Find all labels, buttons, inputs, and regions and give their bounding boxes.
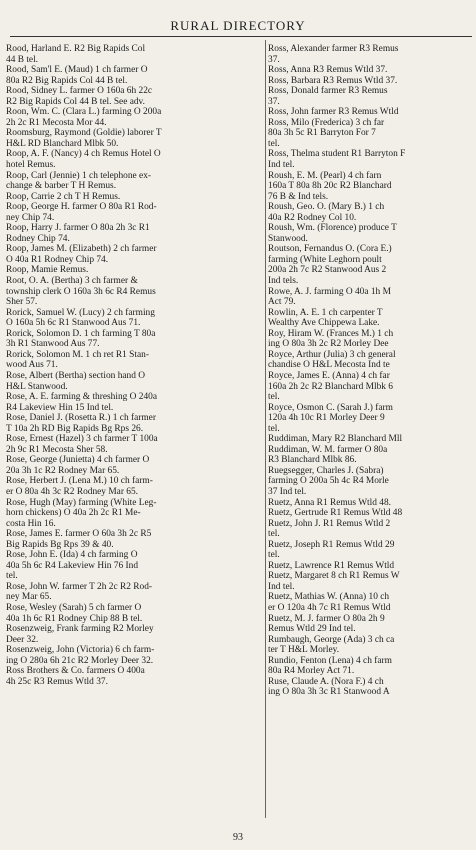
entry-line: Routson, Fernandus O. (Cora E.) — [268, 244, 392, 255]
directory-entry — [6, 434, 260, 455]
directory-entry — [6, 149, 260, 170]
directory-entry — [268, 76, 474, 87]
entry-line: 2h 2c R1 Mecosta Mor 44. — [6, 117, 107, 128]
entry-line: 40a 5h 6c R4 Lakeview Hin 76 Ind — [6, 560, 139, 571]
directory-entry — [268, 561, 474, 572]
entry-line: Roop, George H. farmer O 80a R1 Rod- — [6, 202, 157, 213]
header-rule — [10, 36, 472, 37]
directory-entry — [268, 308, 474, 329]
entry-line: tel. — [6, 571, 18, 582]
entry-line: change & barber T H Remus. — [6, 181, 117, 192]
directory-entry — [268, 202, 474, 223]
entry-line: Rosenzweig, Frank farming R2 Morley — [6, 624, 154, 635]
entry-line: er O 120a 4h 7c R1 Remus Wtld — [268, 602, 391, 613]
directory-entry — [268, 434, 474, 445]
entry-line: Rowe, A. J. farming O 40a 1h M — [268, 286, 391, 297]
entry-line: 44 B tel. — [6, 54, 39, 65]
entry-line: tel. — [268, 392, 280, 403]
entry-line: 80a R4 Morley Act 71. — [268, 666, 355, 677]
entry-line: tel. — [268, 138, 280, 149]
directory-entry — [268, 86, 474, 107]
entry-line: Rose, James E. farmer O 60a 3h 2c R5 — [6, 529, 152, 540]
directory-entry — [268, 592, 474, 613]
entry-line: Ind tel. — [268, 160, 295, 171]
directory-entry — [268, 656, 474, 677]
directory-entry — [6, 202, 260, 223]
directory-entry — [6, 476, 260, 497]
entry-line: Rorick, Samuel W. (Lucy) 2 ch farming — [6, 307, 155, 318]
entry-line: Ruetz, Joseph R1 Remus Wtld 29 — [268, 539, 395, 550]
directory-entry — [268, 223, 474, 244]
entry-line: Act 79. — [268, 297, 296, 308]
directory-entry — [6, 265, 260, 276]
entry-line: R4 Lakeview Hin 15 Ind tel. — [6, 402, 114, 413]
entry-line: 37. — [268, 54, 280, 65]
directory-entry — [268, 403, 474, 435]
entry-line: H&L Stanwood. — [6, 381, 68, 392]
directory-entry — [268, 65, 474, 76]
entry-line: Ross, Thelma student R1 Barryton F — [268, 149, 406, 160]
directory-entry — [6, 666, 260, 687]
entry-line: Roop, Harry J. farmer O 80a 2h 3c R1 — [6, 223, 150, 234]
entry-line: horn chickens) O 40a 2h 2c R1 Me- — [6, 508, 141, 519]
entry-line: Rose, Albert (Bertha) section hand O — [6, 370, 146, 381]
entry-line: Royce, James E. (Anna) 4 ch far — [268, 370, 390, 381]
entry-line: Rose, A. E. farming & threshing O 240a — [6, 392, 158, 403]
entry-line: 40a R2 Rodney Col 10. — [268, 212, 357, 223]
entry-line: Ind tels. — [268, 276, 299, 287]
entry-line: Ruetz, John J. R1 Remus Wtld 2 — [268, 518, 391, 529]
entry-line: 37. — [268, 96, 280, 107]
entry-line: ney Chip 74. — [6, 212, 55, 223]
directory-entry — [268, 635, 474, 656]
directory-entry — [268, 371, 474, 403]
entry-line: Rose, Ernest (Hazel) 3 ch farmer T 100a — [6, 434, 158, 445]
directory-entry — [268, 244, 474, 286]
entry-line: Rose, Hugh (May) farming (White Leg- — [6, 497, 157, 508]
page-header: RURAL DIRECTORY — [170, 18, 306, 33]
entry-line: ing O 80a 3h 3c R1 Stanwood A — [268, 687, 390, 698]
entry-line: Rosenzweig, John (Victoria) 6 ch farm- — [6, 645, 155, 656]
directory-entry — [6, 128, 260, 149]
right-column — [268, 44, 474, 698]
entry-line: Ruetz, Anna R1 Remus Wtld 48. — [268, 497, 391, 508]
entry-line: Rodney Chip 74. — [6, 233, 70, 244]
entry-line: ney Mar 65. — [6, 592, 52, 603]
entry-line: 80a 3h 5c R1 Barryton For 7 — [268, 128, 376, 139]
entry-line: Roush, Wm. (Florence) produce T — [268, 223, 397, 234]
directory-entry — [6, 371, 260, 392]
entry-line: Remus Wtld 29 Ind tel. — [268, 624, 356, 635]
entry-line: O 160a 5h 6c R1 Stanwood Aus 71. — [6, 318, 141, 329]
entry-line: R3 Blanchard Mlbk 86. — [268, 455, 357, 466]
entry-line: Ross, Donald farmer R3 Remus — [268, 86, 388, 97]
entry-line: R2 Big Rapids Col 44 B tel. See adv. — [6, 96, 145, 107]
directory-entry — [268, 571, 474, 592]
entry-line: Ruddiman, W. M. farmer O 80a — [268, 444, 388, 455]
entry-line: Ruetz, Margaret 8 ch R1 Remus W — [268, 571, 400, 582]
entry-line: Ind tel. — [268, 581, 295, 592]
entry-line: Roomsburg, Raymond (Goldie) laborer T — [6, 128, 162, 139]
entry-line: Rose, Wesley (Sarah) 5 ch farmer O — [6, 602, 142, 613]
entry-line: Rorick, Solomon M. 1 ch ret R1 Stan- — [6, 349, 149, 360]
directory-entry — [268, 445, 474, 466]
entry-line: township clerk O 160a 3h 6c R4 Remus — [6, 286, 156, 297]
entry-line: Roop, A. F. (Nancy) 4 ch Remus Hotel O — [6, 149, 161, 160]
entry-line: tel. — [268, 550, 280, 561]
entry-line: Royce, Osmon C. (Sarah J.) farm — [268, 402, 393, 413]
entry-line: Ross, Barbara R3 Remus Wtld 37. — [268, 75, 398, 86]
directory-entry — [6, 192, 260, 203]
entry-line: Ross, Alexander farmer R3 Remus — [268, 44, 399, 54]
entry-line: 3h R1 Stanwood Aus 77. — [6, 339, 100, 350]
directory-entry — [6, 308, 260, 329]
entry-line: 200a 2h 7c R2 Stanwood Aus 2 — [268, 265, 387, 276]
directory-entry — [268, 519, 474, 540]
entry-line: Rowlin, A. E. 1 ch carpenter T — [268, 307, 383, 318]
entry-line: Ruegsegger, Charles J. (Sabra) — [268, 465, 384, 476]
entry-line: Rose, John E. (Ida) 4 ch farming O — [6, 550, 138, 561]
entry-line: Ruetz, Lawrence R1 Remus Wtld — [268, 560, 395, 571]
directory-entry — [268, 498, 474, 509]
entry-line: er O 80a 4h 3c R2 Rodney Mar 65. — [6, 486, 139, 497]
directory-entry — [6, 171, 260, 192]
entry-line: 37 Ind tel. — [268, 486, 307, 497]
directory-entry — [6, 413, 260, 434]
directory-entry — [6, 550, 260, 582]
entry-line: tel. — [268, 529, 280, 540]
directory-entry — [6, 624, 260, 645]
entry-line: 160a 2h 2c R2 Blanchard Mlbk 6 — [268, 381, 393, 392]
directory-entry — [268, 677, 474, 698]
left-column — [6, 44, 260, 687]
directory-entry — [6, 498, 260, 530]
entry-line: 120a 4h 10c R1 Morley Deer 9 — [268, 413, 385, 424]
entry-line: costa Hin 16. — [6, 518, 56, 529]
directory-entry — [6, 529, 260, 550]
entry-line: 4h 25c R3 Remus Wtld 37. — [6, 676, 108, 687]
entry-line: Ruddiman, Mary R2 Blanchard Mll — [268, 434, 403, 445]
directory-entry — [268, 118, 474, 150]
entry-line: 80a R2 Big Rapids Col 44 B tel. — [6, 75, 128, 86]
entry-line: T 10a 2h RD Big Rapids Bg Rps 26. — [6, 423, 144, 434]
directory-entry — [6, 350, 260, 371]
directory-entry — [6, 44, 260, 65]
entry-line: O 40a R1 Rodney Chip 74. — [6, 254, 109, 265]
entry-line: Roush, Geo. O. (Mary B.) 1 ch — [268, 202, 385, 213]
directory-entry — [268, 540, 474, 561]
entry-line: 160a T 80a 8h 20c R2 Blanchard — [268, 181, 392, 192]
entry-line: farming (White Leghorn poult — [268, 254, 382, 265]
directory-entry — [6, 582, 260, 603]
entry-line: Ruetz, Gertrude R1 Remus Wtld 48 — [268, 508, 403, 519]
entry-line: Roop, Mamie Remus. — [6, 265, 89, 276]
entry-line: 20a 3h 1c R2 Rodney Mar 65. — [6, 465, 120, 476]
directory-entry — [268, 44, 474, 65]
entry-line: Roop, Carl (Jennie) 1 ch telephone ex- — [6, 170, 152, 181]
entry-line: Rose, Daniel J. (Rosetta R.) 1 ch farmer — [6, 413, 156, 424]
entry-line: Ross, Milo (Frederica) 3 ch far — [268, 117, 385, 128]
column-divider — [265, 40, 266, 818]
directory-entry — [268, 508, 474, 519]
entry-line: Rorick, Solomon D. 1 ch farming T 80a — [6, 328, 156, 339]
directory-entry — [268, 171, 474, 203]
directory-entry — [6, 244, 260, 265]
entry-line: Ross, Anna R3 Remus Wtld 37. — [268, 65, 388, 76]
entry-line: Deer 32. — [6, 634, 39, 645]
entry-line: Rundio, Fenton (Lena) 4 ch farm — [268, 655, 392, 666]
entry-line: Roop, Carrie 2 ch T H Remus. — [6, 191, 121, 202]
entry-line: Rumbaugh, George (Ada) 3 ch ca — [268, 634, 395, 645]
directory-entry — [268, 329, 474, 350]
directory-entry — [6, 276, 260, 308]
directory-entry — [6, 603, 260, 624]
entry-line: Ruse, Claude A. (Nora F.) 4 ch — [268, 676, 384, 687]
entry-line: hotel Remus. — [6, 160, 56, 171]
entry-line: Sher 57. — [6, 297, 38, 308]
entry-line: Roop, James M. (Elizabeth) 2 ch farmer — [6, 244, 157, 255]
directory-entry — [268, 149, 474, 170]
entry-line: H&L RD Blanchard Mlbk 50. — [6, 138, 119, 149]
directory-entry — [268, 350, 474, 371]
directory-entry — [6, 645, 260, 666]
entry-line: Ruetz, Mathias W. (Anna) 10 ch — [268, 592, 390, 603]
entry-line: Rose, John W. farmer T 2h 2c R2 Rod- — [6, 581, 152, 592]
directory-entry — [6, 65, 260, 86]
entry-line: ing O 80a 3h 2c R2 Morley Dee — [268, 339, 389, 350]
entry-line: Roy, Hiram W. (Frances M.) 1 ch — [268, 328, 394, 339]
directory-entry — [6, 392, 260, 413]
directory-entry — [268, 107, 474, 118]
entry-line: wood Aus 71. — [6, 360, 58, 371]
entry-line: Ross Brothers & Co. farmers O 400a — [6, 666, 145, 677]
entry-line: Stanwood. — [268, 233, 308, 244]
entry-line: Royce, Arthur (Julia) 3 ch general — [268, 349, 396, 360]
entry-line: Rood, Harland E. R2 Big Rapids Col — [6, 44, 146, 54]
directory-entry — [6, 223, 260, 244]
entry-line: Root, O. A. (Bertha) 3 ch farmer & — [6, 276, 138, 287]
directory-entry — [6, 329, 260, 350]
directory-entry — [6, 455, 260, 476]
entry-line: 2h 9c R1 Mecosta Sher 58. — [6, 444, 108, 455]
directory-entry — [268, 287, 474, 308]
directory-entry — [6, 86, 260, 107]
directory-entry — [268, 466, 474, 498]
entry-line: 40a 1h 6c R1 Rodney Chip 88 B tel. — [6, 613, 143, 624]
entry-line: Rood, Sam'l E. (Maud) 1 ch farmer O — [6, 65, 148, 76]
entry-line: Roon, Wm. C. (Clara L.) farming O 200a — [6, 107, 162, 118]
page-number: 93 — [233, 832, 243, 843]
entry-line: Rose, George (Junietta) 4 ch farmer O — [6, 455, 150, 466]
entry-line: ter T H&L Morley. — [268, 645, 340, 656]
entry-line: tel. — [268, 423, 280, 434]
entry-line: Wealthy Ave Chippewa Lake. — [268, 318, 380, 329]
entry-line: 76 B & Ind tels. — [268, 191, 329, 202]
entry-line: Rose, Herbert J. (Lena M.) 10 ch farm- — [6, 476, 153, 487]
entry-line: Rood, Sidney L. farmer O 160a 6h 22c — [6, 86, 153, 97]
entry-line: chandise O H&L Mecosta Ind te — [268, 360, 390, 371]
entry-line: farming O 200a 5h 4c R4 Morle — [268, 476, 389, 487]
entry-line: Roush, E. M. (Pearl) 4 ch farn — [268, 170, 382, 181]
entry-line: ing O 280a 6h 21c R2 Morley Deer 32. — [6, 655, 154, 666]
directory-entry — [268, 614, 474, 635]
entry-line: Ross, John farmer R3 Remus Wtld — [268, 107, 399, 118]
directory-entry — [6, 107, 260, 128]
entry-line: Ruetz, M. J. farmer O 80a 2h 9 — [268, 613, 385, 624]
entry-line: Big Rapids Bg Rps 39 & 40. — [6, 539, 114, 550]
